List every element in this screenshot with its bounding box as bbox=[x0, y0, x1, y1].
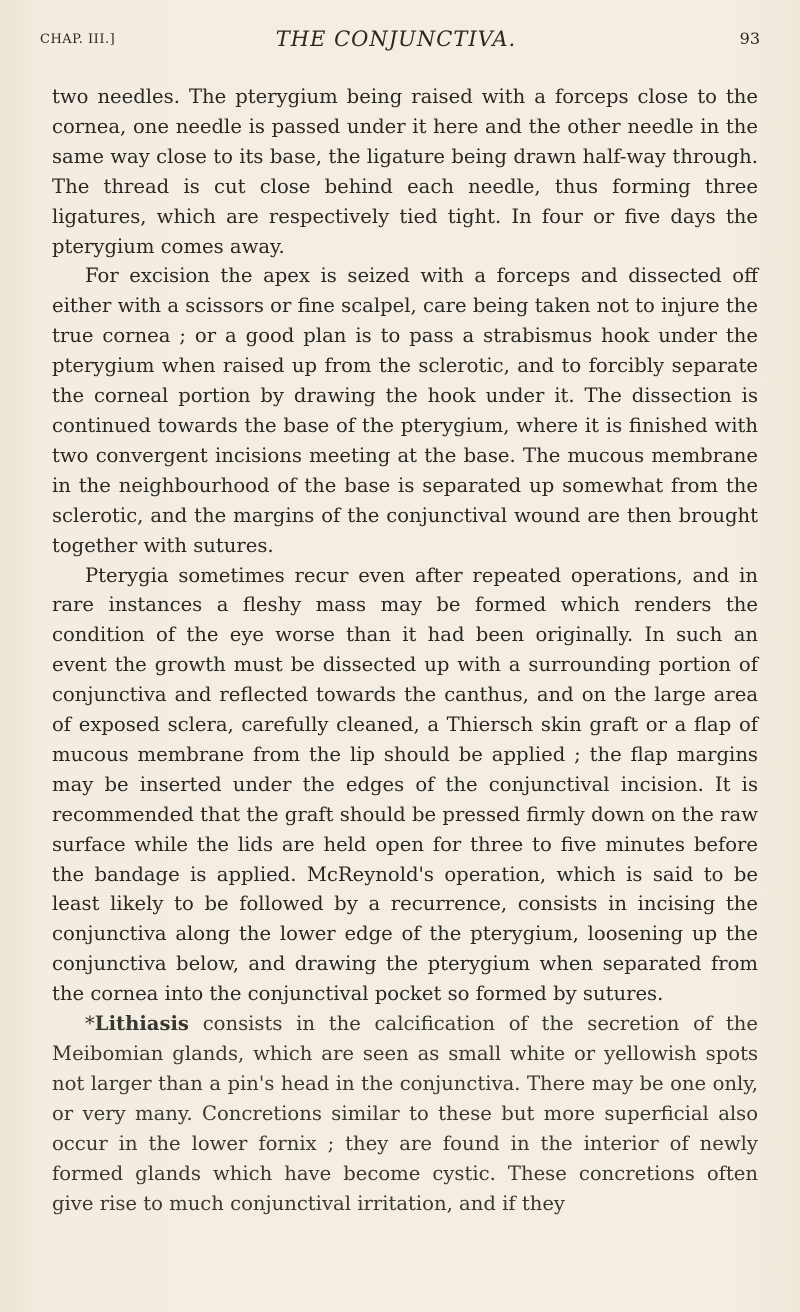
paragraph-lithiasis bbox=[52, 1009, 758, 1218]
paragraph-recurrence: Pterygia sometimes recur even after repeated operations, and in rare instances a fleshy mass may be formed which renders the condition of the eye worse than it had been originally. In such an event the growth must be dissected up with a surrounding portion of conjunctiva and reflected towards the canthus, and on the large area of exposed sclera, carefully cleaned, a Thiersch skin graft or a flap of mucous membrane from the lip should be applied ; the flap margins may be inserted under the edges of the conjunctival incision. It is recommended that the graft should be pressed firmly down on the raw surface while the lids are held open for three to five minutes before the bandage is applied. McReynold's operation, which is said to be least likely to be followed by a recurrence, consists in incising the conjunctiva along the lower edge of the pterygium, loosening up the conjunctiva below, and drawing the pterygium when separated from the cornea into the conjunctival pocket so formed by sutures. bbox=[52, 563, 758, 1006]
chapter-label: CHAP. III.] bbox=[40, 32, 116, 47]
page-number: 93 bbox=[739, 29, 760, 48]
running-header bbox=[32, 24, 760, 54]
paragraph-continuation: two needles. The pterygium being raised with a forceps close to the cornea, one needle is passed under it here and the other needle in the same way close to its base, the ligature being drawn half-way through. The thread is cut close behind each needle, thus forming three ligatures, which are respectively tied tight. In four or five days the pterygium comes away. bbox=[52, 85, 758, 258]
lithiasis-text: consists in the calcification of the secretion of the Meibomian glands, which are seen as small white or yellowish spots not larger than a pin's head in the conjunctiva. There may be one only, or very many. Concretions similar to these but more superficial also occur in the lower fornix ; they are found in the interior of newly formed glands which have become cystic. These concretions often give rise to much conjunctival irritation, and if they bbox=[52, 1012, 759, 1215]
body-text bbox=[52, 82, 758, 1218]
term-lithiasis: Lithiasis bbox=[94, 1012, 189, 1036]
footnote-marker: * bbox=[85, 1012, 95, 1036]
running-title: THE CONJUNCTIVA. bbox=[275, 27, 517, 51]
paragraph-excision: For excision the apex is seized with a forceps and dissected off either with a scissors or fine scalpel, care being taken not to injure the true cornea ; or a good plan is to pass a strabismus hook under the pterygium when raised up from the sclerotic, and to forcibly separate the corneal portion by drawing the hook under it. The dissection is continued towards the base of the pterygium, where it is finished with two convergent incisions meeting at the base. The mucous membrane in the neighbourhood of the base is separated up somewhat from the sclerotic, and the margins of the conjunctival wound are then brought together with sutures. bbox=[52, 264, 758, 557]
